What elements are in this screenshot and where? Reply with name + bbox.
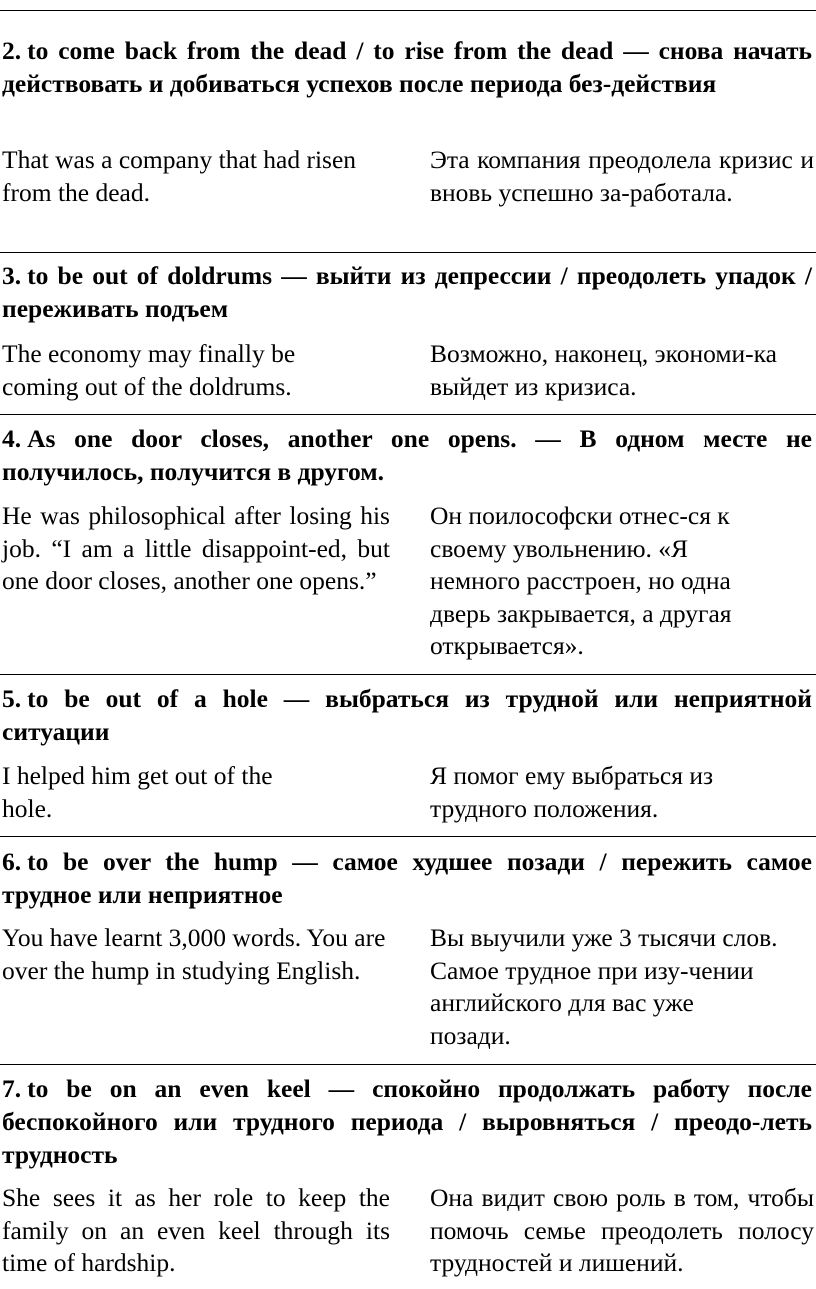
entry-divider (0, 252, 816, 253)
entry-heading (2, 682, 812, 748)
entry-heading (2, 422, 812, 488)
entry-divider (0, 414, 816, 415)
entry-number: 3. (2, 261, 22, 290)
entry-heading-text: to be on an even keel — спокойно продолжать работу после беспокойного или трудного периода / выровняться / преодо-леть трудность (2, 1074, 812, 1169)
entry-number: 2. (2, 36, 22, 65)
example-english: I helped him get out of the hole. (2, 761, 273, 823)
example-english: She sees it as her role to keep the family on an even keel through its time of hardship. (2, 1183, 390, 1277)
entry-number: 5. (2, 684, 22, 713)
example-russian: Он поилософски отнес-ся к своему увольнению. «Я немного расстроен, но одна дверь закрывается, а другая открывается». (430, 501, 732, 660)
example-english: That was a company that had risen from the dead. (2, 145, 357, 207)
entry-heading (2, 845, 812, 911)
entry-heading-text: to be over the hump — самое худшее позади / пережить самое трудное или неприятное (2, 847, 812, 909)
entry-number: 7. (2, 1074, 22, 1103)
entry-heading-text: to be out of a hole — выбраться из трудной или неприятной ситуации (2, 684, 812, 746)
example-russian: Возможно, наконец, экономи-ка выйдет из кризиса. (430, 339, 777, 401)
entry-divider (0, 674, 816, 675)
entry-heading (2, 259, 812, 325)
entry-heading (2, 34, 812, 100)
top-divider (0, 10, 816, 11)
entry-heading (2, 1072, 812, 1171)
entry-heading-text: As one door closes, another one opens. — В одном месте не получилось, получится в другом. (2, 424, 812, 486)
example-russian: Она видит свою роль в том, чтобы помочь семье преодолеть полосу трудностей и лишений. (430, 1183, 814, 1277)
example-russian: Вы выучили уже 3 тысячи слов. Самое трудное при изу-чении английского для вас уже позади. (430, 923, 778, 1050)
entry-number: 4. (2, 424, 22, 453)
entry-heading-text: to be out of doldrums — выйти из депрессии / преодолеть упадок / переживать подъем (2, 261, 812, 323)
entry-heading-text: to come back from the dead / to rise from the dead — снова начать действовать и добиваться успехов после периода без-действия (2, 36, 812, 98)
entry-divider (0, 836, 816, 837)
example-english: You have learnt 3,000 words. You are over the hump in studying English. (2, 923, 386, 985)
entry-number: 6. (2, 847, 22, 876)
example-russian: Эта компания преодолела кризис и вновь успешно за-работала. (430, 145, 814, 207)
example-russian: Я помог ему выбраться из трудного положения. (430, 761, 714, 823)
example-english: The economy may finally be coming out of the doldrums. (2, 339, 296, 401)
example-english: He was philosophical after losing his job. “I am a little disappoint-ed, but one door closes, another one opens.” (2, 501, 390, 595)
entry-divider (0, 1064, 816, 1065)
